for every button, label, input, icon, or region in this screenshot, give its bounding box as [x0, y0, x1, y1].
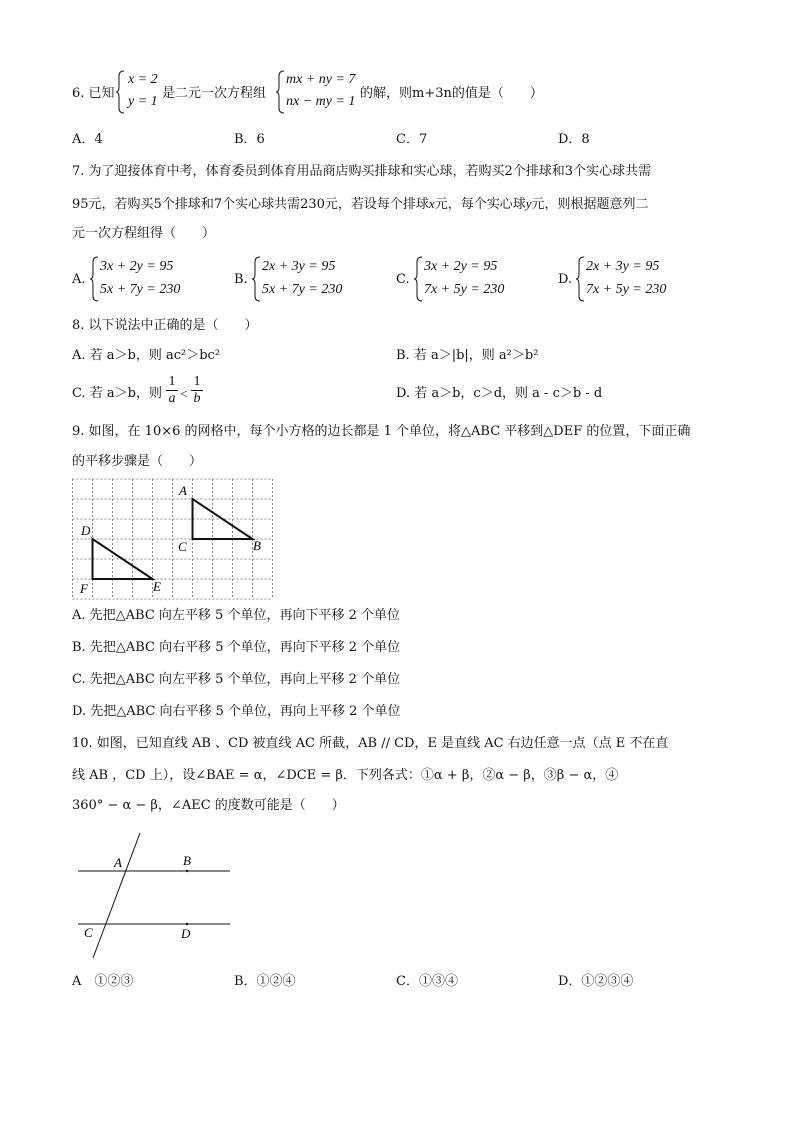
- q9-option-d[interactable]: D. 先把△ABC 向右平移 5 个单位，再向上平移 2 个单位: [72, 704, 401, 719]
- q10-line3: 360° − α − β，∠AEC 的度数可能是（ ）: [72, 798, 345, 813]
- label-a: A: [114, 855, 122, 870]
- label-c: C: [178, 539, 187, 554]
- q7-option-d-label: D.: [558, 272, 573, 287]
- q6-mid: 是二元一次方程组: [162, 86, 267, 101]
- q6-system-solution: [116, 70, 166, 114]
- q7-var-x: x: [428, 196, 435, 211]
- q7-option-b-eq2: 5x + 7y = 230: [262, 282, 343, 297]
- q10-line2: 线 AB ，CD 上），设∠BAE = α，∠DCE = β．下列各式：①α + β，②α − β，③β − α，④: [72, 768, 619, 783]
- q8-stem: 8. 以下说法中正确的是（ ）: [72, 318, 258, 333]
- q6-sysA-eq2: y = 1: [128, 94, 158, 109]
- q7-option-c-eq1: 3x + 2y = 95: [424, 259, 498, 274]
- brace-icon: [116, 70, 126, 114]
- q6-sysB-eq1: mx + ny = 7: [286, 72, 356, 87]
- label-d: D: [81, 523, 91, 538]
- q7-option-d-system: [576, 256, 686, 302]
- q10-option-d[interactable]: D．①②③④: [558, 974, 634, 989]
- q6-post: 的解，则m+3n的值是（ ）: [360, 86, 543, 101]
- label-c: C: [84, 925, 93, 940]
- q9-line2: 的平移步骤是（ ）: [72, 454, 203, 469]
- q7-option-a-eq2: 5x + 7y = 230: [100, 282, 181, 297]
- q8-frac-1-den: a: [168, 391, 176, 406]
- q10-option-c[interactable]: C．①③④: [396, 974, 458, 989]
- q9-line1: 9. 如图，在 10×6 的网格中，每个小方格的边长都是 1 个单位，将△ABC 平移到△DEF 的位置，下面正确: [72, 424, 691, 439]
- q7-option-a-label: A.: [72, 272, 86, 287]
- brace-icon: [252, 256, 262, 302]
- q7-option-b-system: [252, 256, 362, 302]
- q6-sysB-eq2: nx − my = 1: [286, 94, 356, 109]
- label-b: B: [183, 853, 191, 868]
- q7-option-b-label: B.: [234, 272, 248, 287]
- brace-icon: [90, 256, 100, 302]
- q9-option-a[interactable]: A. 先把△ABC 向左平移 5 个单位，再向下平移 2 个单位: [72, 608, 400, 623]
- q7-option-c-system: [414, 256, 524, 302]
- brace-icon: [414, 256, 424, 302]
- label-e: E: [153, 579, 161, 594]
- label-a: A: [179, 483, 187, 498]
- q7-option-c-label: C.: [396, 272, 410, 287]
- q6-system-equations: [276, 70, 362, 114]
- q6-option-d[interactable]: D．8: [558, 132, 590, 147]
- q6-pre: 6. 已知: [72, 86, 115, 101]
- q9-option-b[interactable]: B. 先把△ABC 向右平移 5 个单位，再向下平移 2 个单位: [72, 640, 401, 655]
- q6-option-a[interactable]: A．4: [72, 132, 103, 147]
- q7-option-b-eq1: 2x + 3y = 95: [262, 259, 336, 274]
- q10-option-a[interactable]: A ①②③: [72, 974, 134, 989]
- q7-line1: 7. 为了迎接体育中考，体育委员到体育用品商店购买排球和实心球，若购买2个排球和3个实心球共需: [72, 164, 652, 179]
- q7-var-y: y: [525, 196, 532, 211]
- q7-option-d-eq2: 7x + 5y = 230: [586, 282, 667, 297]
- q6-option-b[interactable]: B．6: [234, 132, 265, 147]
- q7-line3: 元一次方程组得（ ）: [72, 226, 216, 241]
- label-b: B: [253, 538, 261, 553]
- q8-frac-op: <: [180, 386, 188, 401]
- q7-option-d-eq1: 2x + 3y = 95: [586, 259, 660, 274]
- q8-option-c-pre: C. 若 a＞b，则: [72, 386, 162, 401]
- q8-option-b[interactable]: B. 若 a＞|b|，则 a²＞b²: [396, 348, 539, 363]
- q8-frac-2-den: b: [193, 391, 201, 406]
- q8-frac-2: [191, 374, 203, 407]
- q7-option-a-system: [90, 256, 200, 302]
- q10-line1: 10. 如图，已知直线 AB 、CD 被直线 AC 所截，AB // CD，E 是直线 AC 右边任意一点（点 E 不在直: [72, 736, 669, 751]
- q6-option-c[interactable]: C．7: [396, 132, 428, 147]
- brace-icon: [576, 256, 586, 302]
- line-ac: [93, 833, 140, 958]
- q8-frac-1-num: 1: [168, 374, 176, 389]
- label-f: F: [80, 581, 88, 596]
- q8-option-a[interactable]: A. 若 a＞b，则 ac²＞bc²: [72, 348, 221, 363]
- point-d: [186, 923, 188, 925]
- q8-frac-2-num: 1: [193, 374, 201, 389]
- q8-option-d[interactable]: D. 若 a＞b，c＞d，则 a - c＞b - d: [396, 386, 603, 401]
- grid-figure: [72, 478, 274, 600]
- q8-frac-1: [166, 374, 178, 407]
- parallel-lines-figure: [72, 828, 242, 963]
- q7-line2-c: 元，则根据题意列二: [531, 197, 649, 212]
- q10-option-b[interactable]: B．①②④: [234, 974, 296, 989]
- q7-line2: [72, 196, 649, 213]
- q7-option-a-eq1: 3x + 2y = 95: [100, 259, 174, 274]
- q7-line2-a: 95元，若购买5个排球和7个实心球共需230元，若设每个排球: [72, 197, 429, 212]
- q7-line2-b: 元，每个实心球: [434, 197, 526, 212]
- q7-option-c-eq2: 7x + 5y = 230: [424, 282, 505, 297]
- label-d: D: [181, 926, 191, 941]
- q9-option-c[interactable]: C. 先把△ABC 向左平移 5 个单位，再向上平移 2 个单位: [72, 672, 401, 687]
- q6-sysA-eq1: x = 2: [128, 72, 158, 87]
- brace-icon: [276, 70, 286, 114]
- point-b: [186, 870, 188, 872]
